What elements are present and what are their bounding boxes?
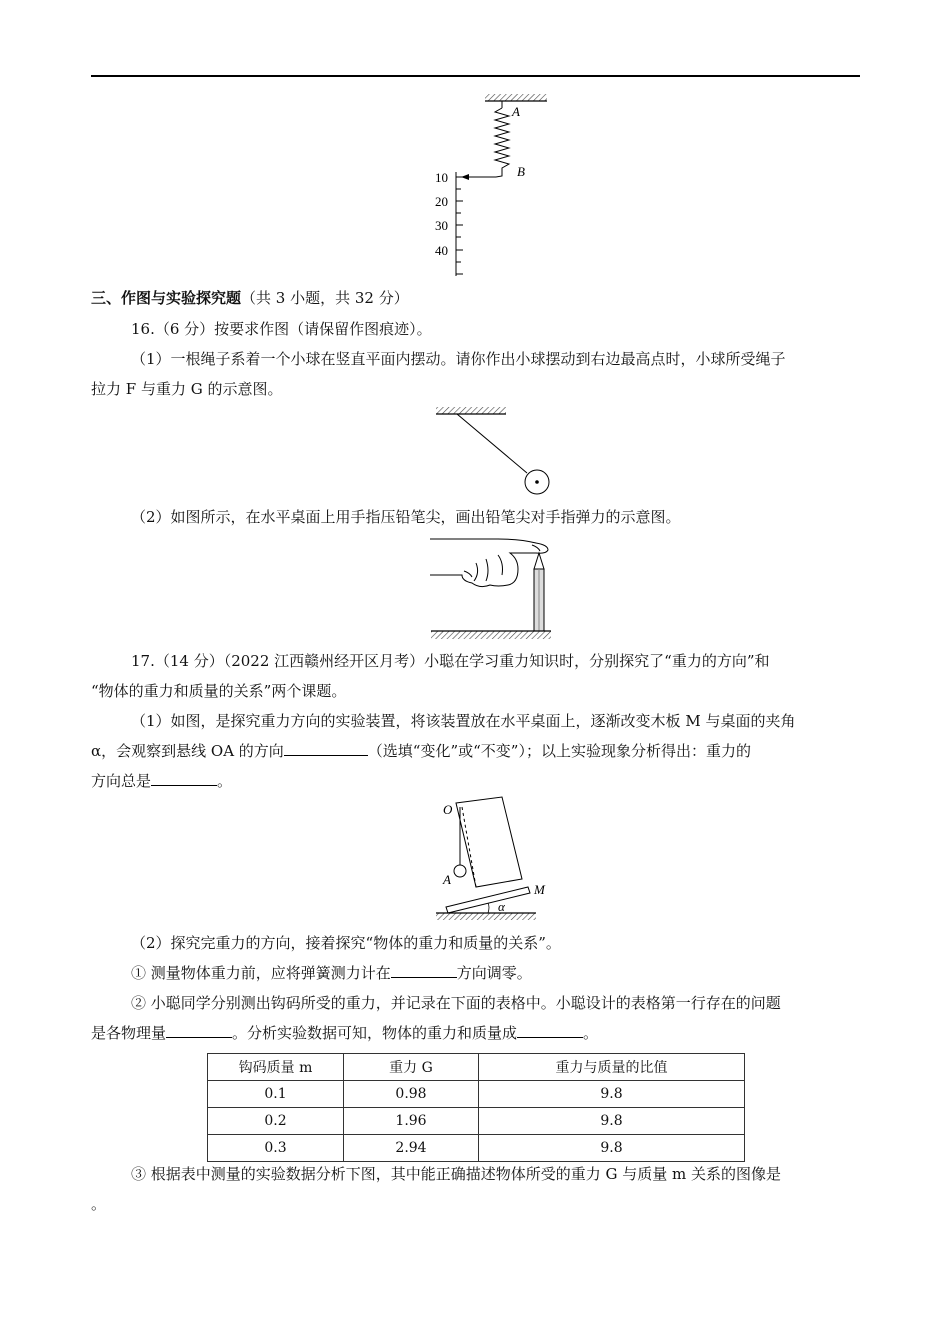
pendulum-figure	[430, 403, 560, 498]
ceiling-hatch	[485, 94, 547, 101]
q17-stem-line2: “物体的重力和质量的关系”两个课题。	[91, 682, 347, 700]
q16-part2: （2）如图所示，在水平桌面上用手指压铅笔尖，画出铅笔尖对手指弹力的示意图。	[131, 508, 681, 526]
table-header-row	[208, 1054, 745, 1081]
spring-coil	[495, 108, 509, 172]
section-title: 三、作图与实验探究题	[91, 289, 242, 307]
table-cell: 1.96	[344, 1108, 479, 1135]
q17-p1-line3	[91, 770, 861, 792]
q17-p2-q2-line2	[91, 1022, 861, 1044]
table-cell: 9.8	[479, 1135, 745, 1162]
q17-p1-line2b: （选填“变化”或“不变”）；以上实验现象分析得出：重力的	[367, 742, 751, 760]
q17-p2-q2-line1: ② 小聪同学分别测出钩码所受的重力，并记录在下面的表格中。小聪设计的表格第一行存在的问题	[131, 994, 781, 1012]
table-cell: 0.1	[208, 1081, 344, 1108]
q16-part1-line2: 拉力 F 与重力 G 的示意图。	[91, 380, 283, 398]
q17-p1-line3a: 方向总是	[91, 772, 152, 790]
pencil	[534, 553, 544, 631]
answer-blank[interactable]	[391, 976, 457, 978]
answer-blank[interactable]	[166, 1036, 232, 1038]
answer-blank[interactable]	[151, 784, 217, 786]
q17-p2-q2-line2c: 。	[583, 1024, 599, 1042]
table-cell: 9.8	[479, 1108, 745, 1135]
label-m: M	[534, 882, 545, 897]
answer-blank[interactable]	[517, 1036, 583, 1038]
pendulum-string	[457, 414, 527, 473]
table-header: 重力与质量的比值	[479, 1054, 745, 1081]
table-cell: 9.8	[479, 1081, 745, 1108]
table-header: 钩码质量 m	[208, 1054, 344, 1081]
table-header: 重力 G	[344, 1054, 479, 1081]
plumb-bob	[454, 865, 466, 877]
tick-label: 30	[435, 218, 448, 233]
q17-p1-line3b: 。	[217, 772, 233, 790]
tick-label: 10	[435, 170, 448, 185]
section-heading	[91, 287, 861, 309]
spring-scale-figure	[425, 90, 565, 280]
q17-p1-line2	[91, 740, 861, 762]
board-m	[446, 887, 530, 913]
q17-p2-q1a: ① 测量物体重力前，应将弹簧测力计在	[131, 964, 391, 982]
q16-stem: 16.（6 分）按要求作图（请保留作图痕迹）。	[131, 320, 432, 338]
gravity-apparatus-figure	[432, 795, 562, 925]
data-table	[207, 1053, 745, 1162]
q17-p2-intro: （2）探究完重力的方向，接着探究“物体的重力和质量的关系”。	[131, 934, 561, 952]
label-o: O	[443, 802, 453, 817]
q17-p1-line2a: α，会观察到悬线 OA 的方向	[91, 742, 284, 760]
table-cell: 0.2	[208, 1108, 344, 1135]
q17-p2-q2-line2b: 。分析实验数据可知，物体的重力和质量成	[232, 1024, 518, 1042]
table-cell: 0.3	[208, 1135, 344, 1162]
section-detail: （共 3 小题，共 32 分）	[241, 289, 409, 307]
q17-p2-q1	[131, 962, 861, 984]
q17-p2-q3-line2: 。	[91, 1195, 107, 1213]
q17-p2-q3-line1: ③ 根据表中测量的实验数据分析下图，其中能正确描述物体所受的重力 G 与质量 m 关系的图像是	[131, 1165, 782, 1183]
q16-part1-line1: （1）一根绳子系着一个小球在竖直平面内摆动。请你作出小球摆动到右边最高点时，小球所受绳子	[131, 350, 786, 368]
table-row	[208, 1135, 745, 1162]
finger-pencil-figure	[428, 533, 558, 643]
q17-p2-q1b: 方向调零。	[456, 964, 532, 982]
answer-blank[interactable]	[284, 754, 368, 756]
q17-p2-q2-line2a: 是各物理量	[91, 1024, 167, 1042]
label-a: A	[512, 104, 520, 119]
q17-stem-line1: 17.（14 分）（2022 江西赣州经开区月考）小聪在学习重力知识时，分别探究了“重力的方向”和	[131, 652, 770, 670]
top-rule	[91, 75, 860, 77]
table-cell: 2.94	[344, 1135, 479, 1162]
label-a: A	[443, 872, 451, 887]
table-row	[208, 1108, 745, 1135]
q17-p1-line1: （1）如图，是探究重力方向的实验装置，将该装置放在水平桌面上，逐渐改变木板 M 与桌面的夹角	[131, 712, 796, 730]
tick-label: 40	[435, 243, 448, 258]
label-alpha: α	[498, 899, 505, 914]
hand-drawing	[430, 539, 548, 587]
label-b: B	[517, 164, 525, 179]
tick-label: 20	[435, 194, 448, 209]
table-row	[208, 1081, 745, 1108]
table-cell: 0.98	[344, 1081, 479, 1108]
